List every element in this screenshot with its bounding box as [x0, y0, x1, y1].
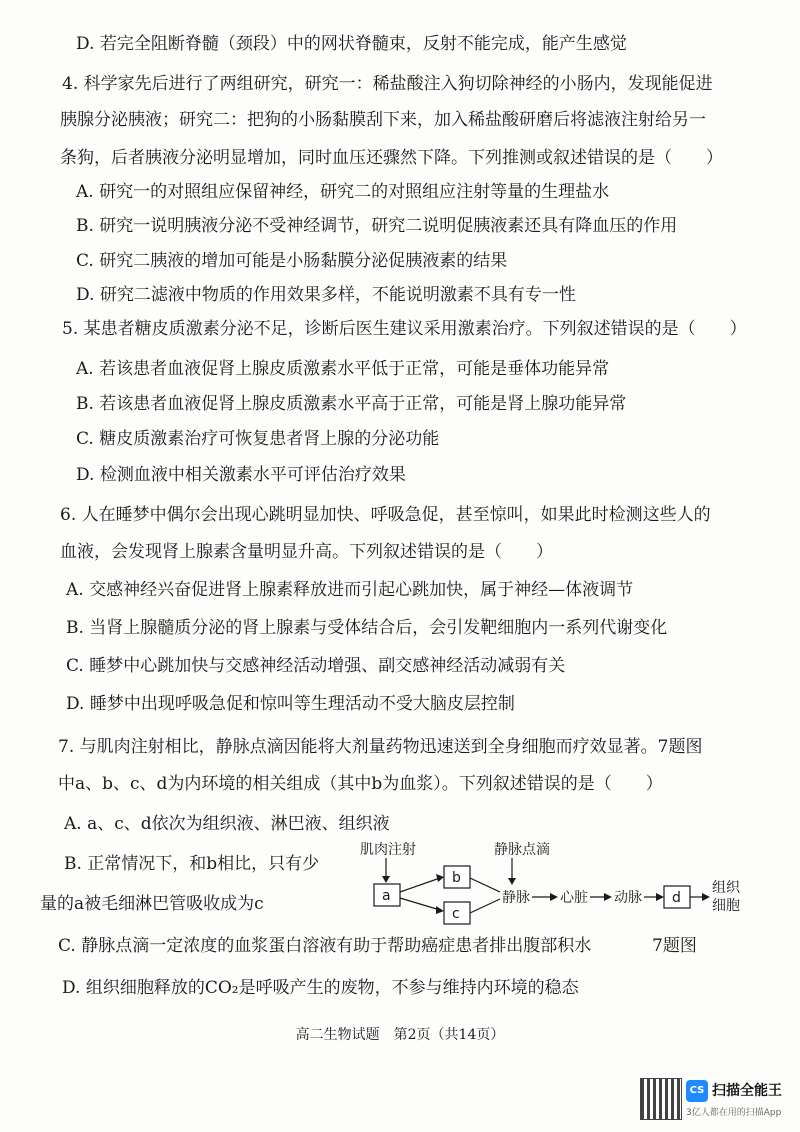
label-heart: 心脏 [560, 890, 588, 906]
q5-option-b: B. 若该患者血液促肾上腺皮质激素水平高于正常，可能是肾上腺功能异常 [76, 394, 627, 414]
q7-diagram [350, 836, 770, 946]
arrow-b-to-vein [470, 878, 500, 892]
arrow-a-to-c [400, 898, 440, 910]
q6-option-a: A. 交感神经兴奋促进肾上腺素释放进而引起心跳加快，属于神经—体液调节 [66, 580, 634, 600]
q6-option-b: B. 当肾上腺髓质分泌的肾上腺素与受体结合后，会引发靶细胞内一系列代谢变化 [66, 618, 668, 638]
label-iv: 静脉点滴 [494, 842, 550, 858]
q7-stem-line-2: 中a、b、c、d为内环境的相关组成（其中b为血浆）。下列叙述错误的是（ ） [58, 774, 663, 794]
q7-option-a: A. a、c、d依次为组织液、淋巴液、组织液 [64, 814, 390, 834]
q4-stem-line-1: 4. 科学家先后进行了两组研究，研究一：稀盐酸注入狗切除神经的小肠内，发现能促进 [62, 74, 713, 94]
label-c: c [452, 906, 460, 922]
q7-option-d: D. 组织细胞释放的CO₂是呼吸产生的废物，不参与维持内环境的稳态 [62, 978, 579, 998]
page-footer: 高二生物试题 第2页（共14页） [295, 1027, 505, 1043]
label-artery: 动脉 [614, 890, 642, 906]
qr-code-icon [640, 1078, 682, 1120]
arrowhead [382, 876, 390, 883]
q6-option-c: C. 睡梦中心跳加快与交感神经活动增强、副交感神经活动减弱有关 [66, 656, 566, 676]
q7-option-c: C. 静脉点滴一定浓度的血浆蛋白溶液有助于帮助癌症患者排出腹部积水 [58, 936, 592, 956]
arrow-c-to-vein [470, 899, 500, 913]
scanner-app-name: 扫描全能王 [712, 1083, 782, 1099]
q4-stem-line-3: 条狗，后者胰液分泌明显增加，同时血压还骤然下降。下列推测或叙述错误的是（ ） [60, 148, 723, 168]
q4-option-b: B. 研究一说明胰液分泌不受神经调节，研究二说明促胰液素还具有降血压的作用 [76, 216, 678, 236]
arrowhead [436, 874, 444, 882]
q5-stem: 5. 某患者糖皮质激素分泌不足，诊断后医生建议采用激素治疗。下列叙述错误的是（ ） [62, 319, 747, 339]
q5-option-c: C. 糖皮质激素治疗可恢复患者肾上腺的分泌功能 [76, 429, 440, 449]
q5-option-a: A. 若该患者血液促肾上腺皮质激素水平低于正常，可能是垂体功能异常 [76, 359, 610, 379]
arrowhead [702, 893, 710, 901]
q6-stem-line-1: 6. 人在睡梦中偶尔会出现心跳明显加快、呼吸急促，甚至惊叫，如果此时检测这些人的 [60, 505, 711, 525]
q6-option-d: D. 睡梦中出现呼吸急促和惊叫等生理活动不受大脑皮层控制 [66, 694, 515, 714]
q7-stem-line-1: 7. 与肌肉注射相比，静脉点滴因能将大剂量药物迅速送到全身细胞而疗效显著。7题图 [58, 737, 703, 757]
q4-option-c: C. 研究二胰液的增加可能是小肠黏膜分泌促胰液素的结果 [76, 251, 508, 271]
arrow-a-to-b [400, 878, 440, 892]
q7-option-b-line-2: 量的a被毛细淋巴管吸收成为c [40, 894, 264, 914]
label-tissue-2: 细胞 [712, 898, 740, 914]
q6-stem-line-2: 血液，会发现肾上腺素含量明显升高。下列叙述错误的是（ ） [60, 542, 553, 562]
label-d: d [672, 890, 681, 906]
arrowhead [550, 893, 558, 901]
scanner-slogan: 3亿人都在用的扫描App [686, 1108, 782, 1118]
q4-option-a: A. 研究一的对照组应保留神经，研究二的对照组应注射等量的生理盐水 [76, 182, 610, 202]
q3-option-d: D. 若完全阻断脊髓（颈段）中的网状脊髓束，反射不能完成，能产生感觉 [76, 34, 627, 54]
arrowhead [508, 878, 516, 885]
camscanner-logo-icon: CS [686, 1080, 708, 1102]
q7-option-b-line-1: B. 正常情况下，和b相比，只有少 [64, 854, 320, 874]
label-tissue-1: 组织 [712, 880, 740, 896]
label-im: 肌肉注射 [360, 842, 416, 858]
label-a: a [382, 888, 391, 904]
q4-option-d: D. 研究二滤液中物质的作用效果多样，不能说明激素不具有专一性 [76, 285, 576, 305]
figure-caption: 7题图 [652, 936, 697, 956]
label-vein: 静脉 [502, 890, 530, 906]
arrowhead [656, 893, 664, 901]
arrowhead [436, 906, 444, 914]
label-b: b [452, 870, 461, 886]
q5-option-d: D. 检测血液中相关激素水平可评估治疗效果 [76, 465, 406, 485]
scanner-watermark [640, 1078, 790, 1122]
q4-stem-line-2: 胰腺分泌胰液；研究二：把狗的小肠黏膜刮下来，加入稀盐酸研磨后将滤液注射给另一 [60, 110, 706, 130]
arrowhead [604, 893, 612, 901]
